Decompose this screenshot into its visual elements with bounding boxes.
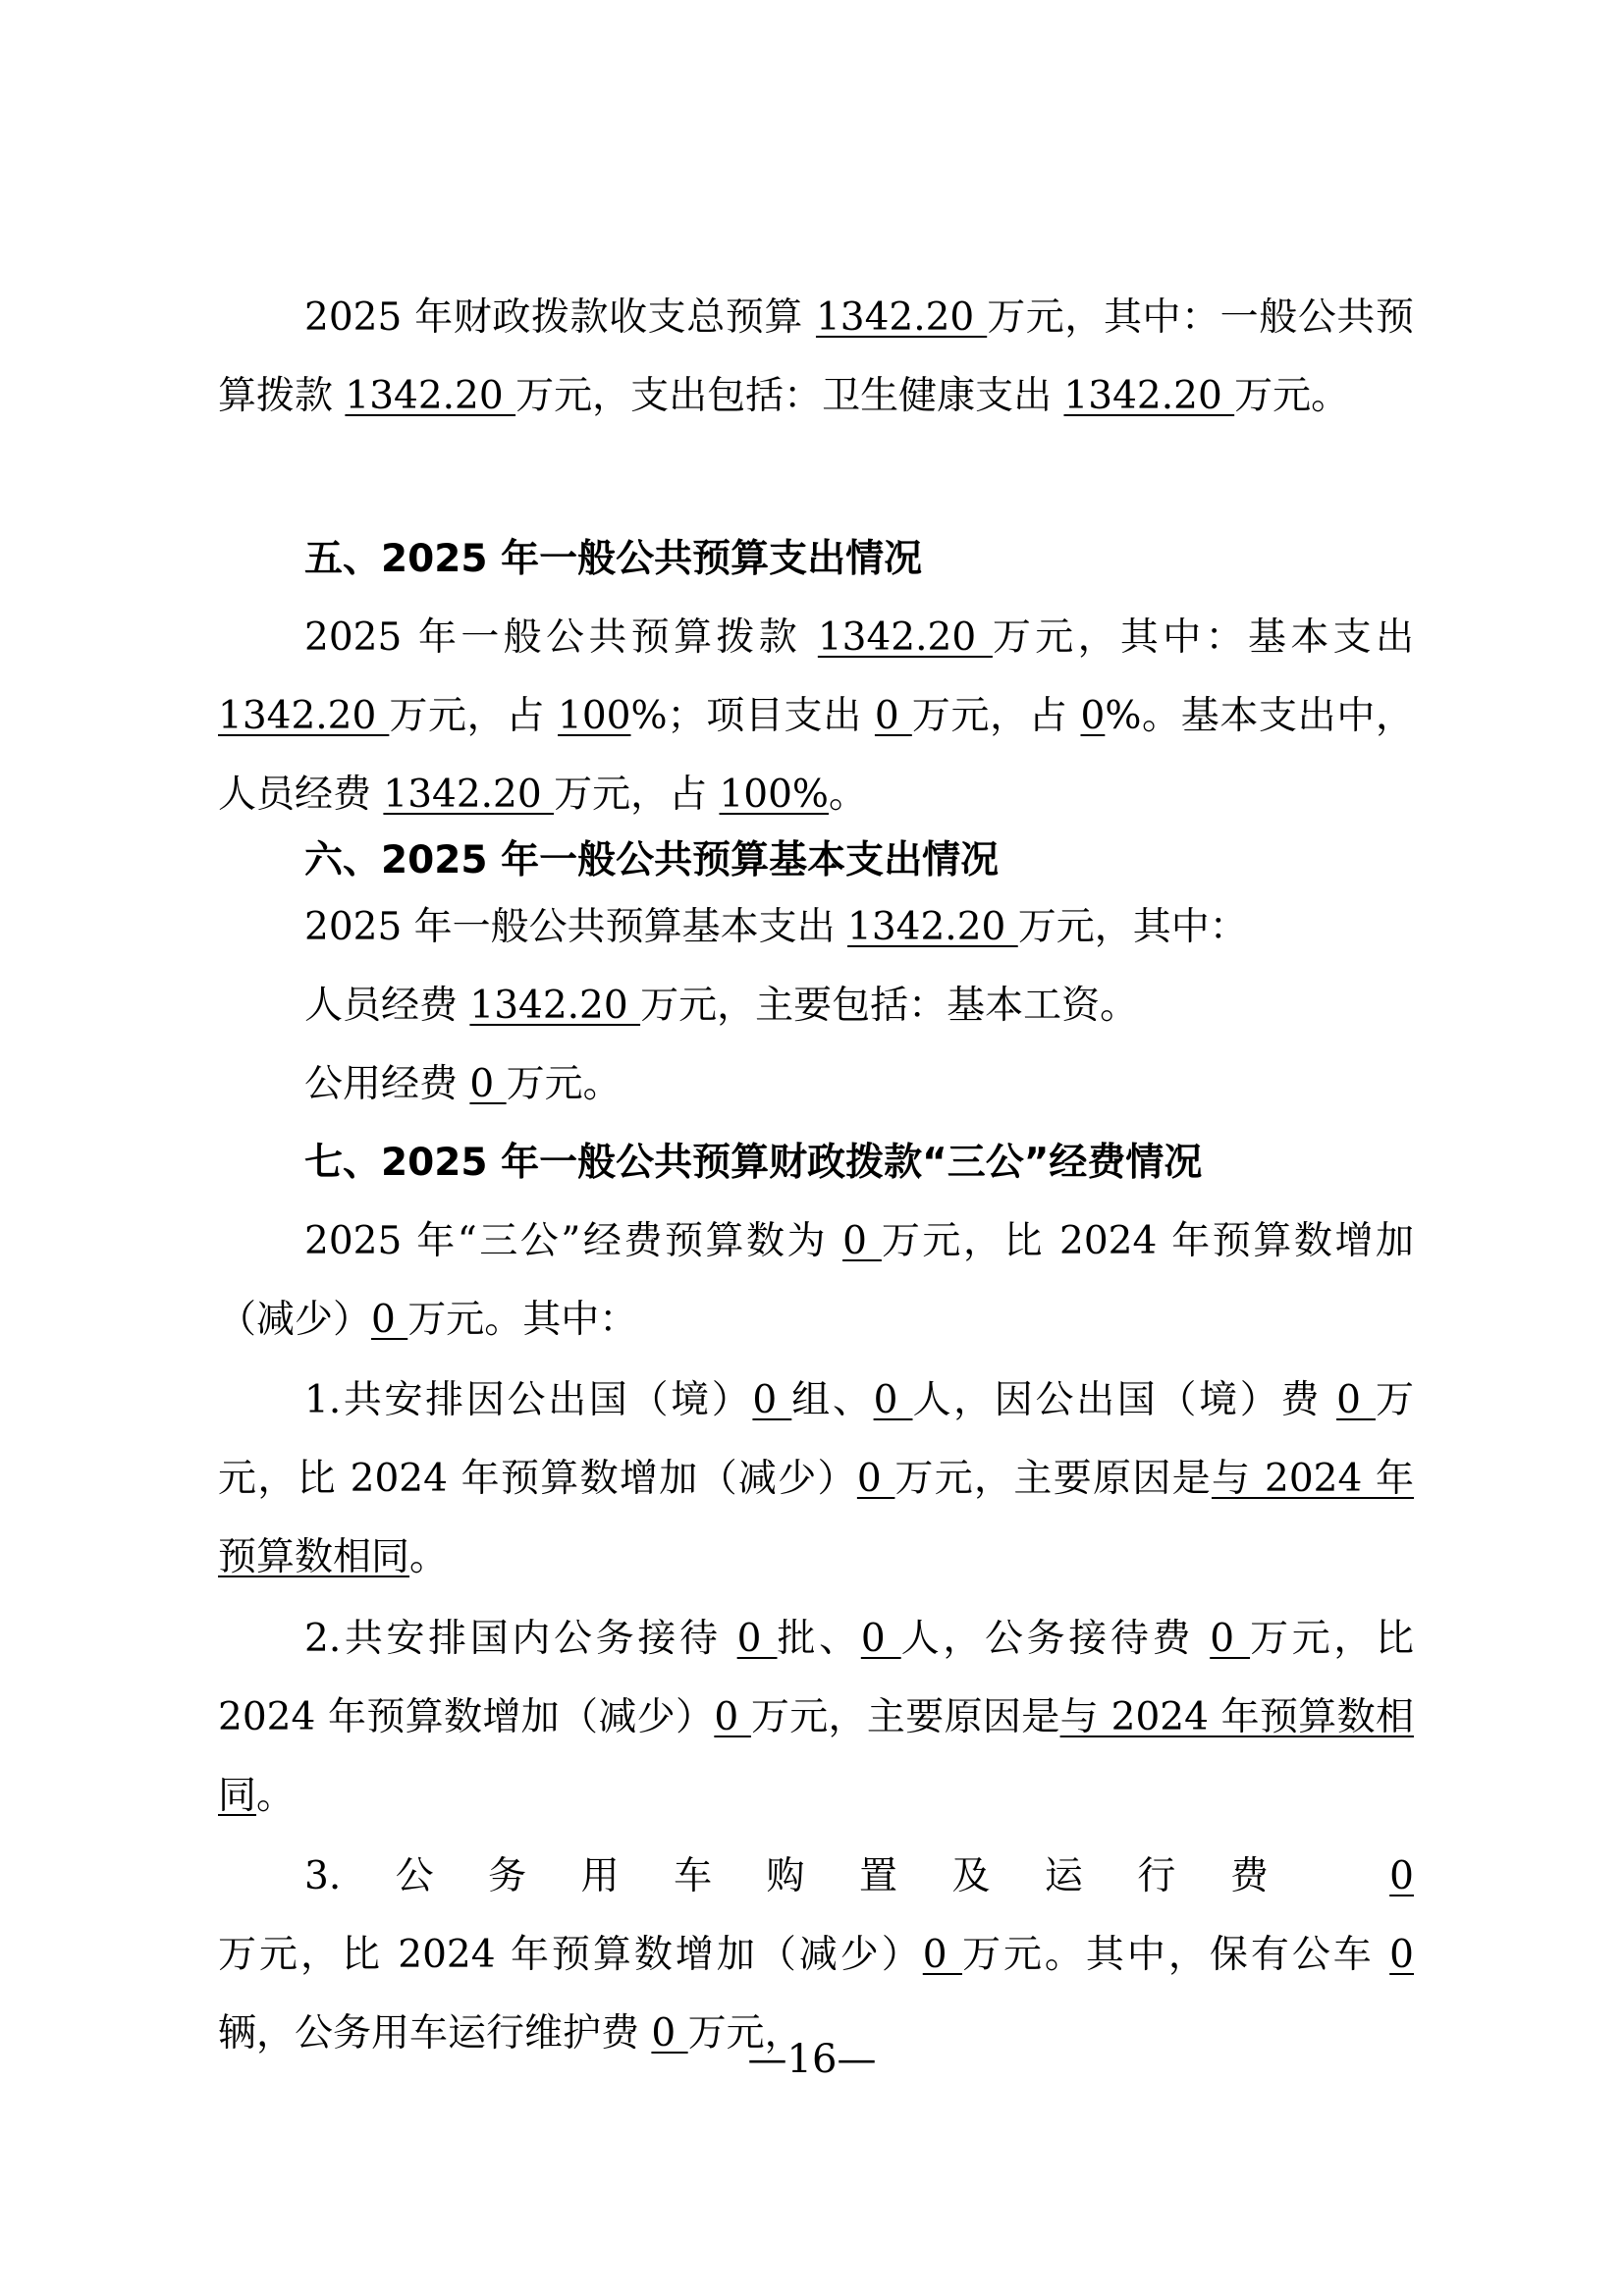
paragraph-total-budget: 2025 年财政拨款收支总预算 1342.20 万元，其中：一般公共预算拨款 1342.20 万元，支出包括：卫生健康支出 1342.20 万元。 [218, 295, 1414, 418]
page-number: —16— [747, 2037, 877, 2082]
paragraph-expenditure: 2025 年一般公共预算拨款 1342.20 万元，其中：基本支出 1342.20 万元，占 100%；项目支出 0 万元，占 0%。基本支出中，人员经费 1342.20 万元，占 100%。 [218, 615, 1415, 817]
paragraph-public-cost: 公用经费 0 万元。 [304, 1062, 622, 1106]
section-heading-5: 五、2025 年一般公共预算支出情况 [304, 537, 923, 581]
paragraph-basic-expenditure: 2025 年一般公共预算基本支出 1342.20 万元，其中： [304, 905, 1248, 949]
paragraph-official-vehicle: 3.公务用车购置及运行费 0 万元，比 2024 年预算数增加（减少）0 万元。其中，保有公车 0 辆，公务用车运行维护费 0 万元， [218, 1854, 1414, 2056]
section-heading-6: 六、2025 年一般公共预算基本支出情况 [304, 838, 1000, 882]
paragraph-three-public-total: 2025 年“三公”经费预算数为 0 万元，比 2024 年预算数增加（减少）0 万元。其中： [218, 1219, 1414, 1342]
paragraph-personnel-cost: 人员经费 1342.20 万元，主要包括：基本工资。 [304, 984, 1139, 1028]
paragraph-overseas-travel: 1.共安排因公出国（境）0 组、0 人，因公出国（境）费 0 万元，比 2024 年预算数增加（减少）0 万元，主要原因是与 2024 年预算数相同。 [218, 1378, 1414, 1579]
section-heading-7: 七、2025 年一般公共预算财政拨款“三公”经费情况 [304, 1141, 1203, 1185]
paragraph-official-reception: 2.共安排国内公务接待 0 批、0 人，公务接待费 0 万元，比 2024 年预算数增加（减少）0 万元，主要原因是与 2024 年预算数相同。 [218, 1617, 1414, 1818]
